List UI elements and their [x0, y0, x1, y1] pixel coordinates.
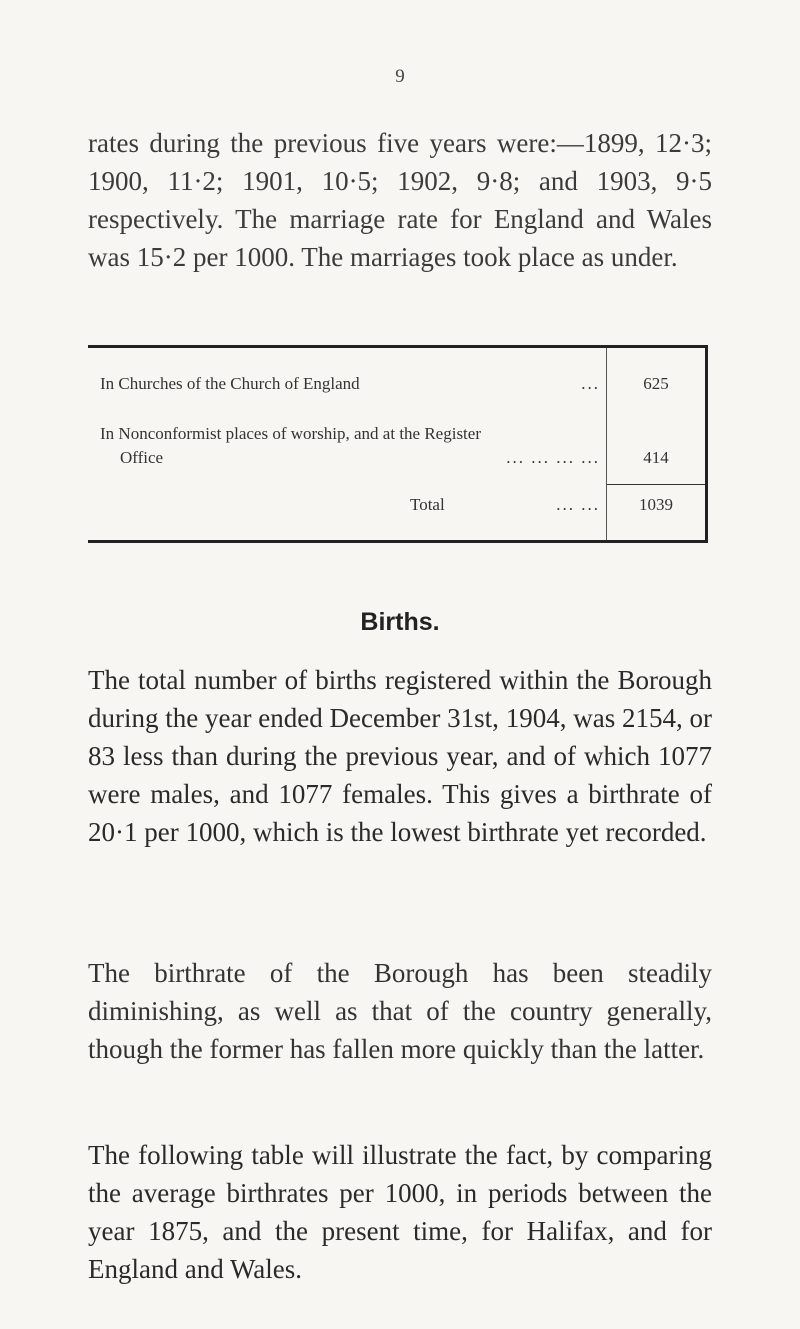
births-paragraph-1: The total number of births registered within the Borough during the year ended December 31st, 1904, was 2154, or 83 less than during the previous year, and of which 1077 were males, and 1077 females. This gives a birthrate of 20·1 per 1000, which is the lowest birthrate yet recorded.	[88, 665, 712, 847]
table-row-nonconformist-cont	[100, 448, 600, 470]
marriages-table	[88, 345, 708, 543]
row-label: In Churches of the Church of England	[100, 374, 360, 393]
table-row-churches	[100, 374, 600, 396]
row-label: Total	[410, 495, 445, 514]
row-label-line2: Office	[120, 448, 164, 467]
births-paragraph-3: The following table will illustrate the fact, by comparing the average birthrates per 1000, in periods between the year 1875, and the present time, for Halifax, and for England and Wales.	[88, 1140, 712, 1284]
births-paragraph-2: The birthrate of the Borough has been steadily diminishing, as well as that of the country generally, though the former has fallen more quickly than the latter.	[88, 958, 712, 1064]
row-value: 414	[643, 448, 669, 467]
leader-dots: ... ...	[556, 495, 600, 514]
row-value: 1039	[639, 495, 673, 514]
page-number: 9	[395, 66, 405, 87]
section-heading: Births.	[360, 608, 440, 636]
total-rule	[607, 484, 705, 485]
leader-dots: ... ... ... ...	[506, 448, 600, 467]
leader-dots: ...	[581, 374, 600, 393]
table-row-total	[100, 495, 600, 517]
table-row-nonconformist	[100, 424, 600, 446]
intro-paragraph: rates during the previous five years were:—1899, 12·3; 1900, 11·2; 1901, 10·5; 1902, 9·8; and 1903, 9·5 respectively. The marriage rate for England and Wales was 15·2 per 1000. The marriages took place as under.	[88, 128, 712, 272]
row-label-line1: In Nonconformist places of worship, and at the Register	[100, 424, 481, 443]
row-value: 625	[643, 374, 669, 393]
